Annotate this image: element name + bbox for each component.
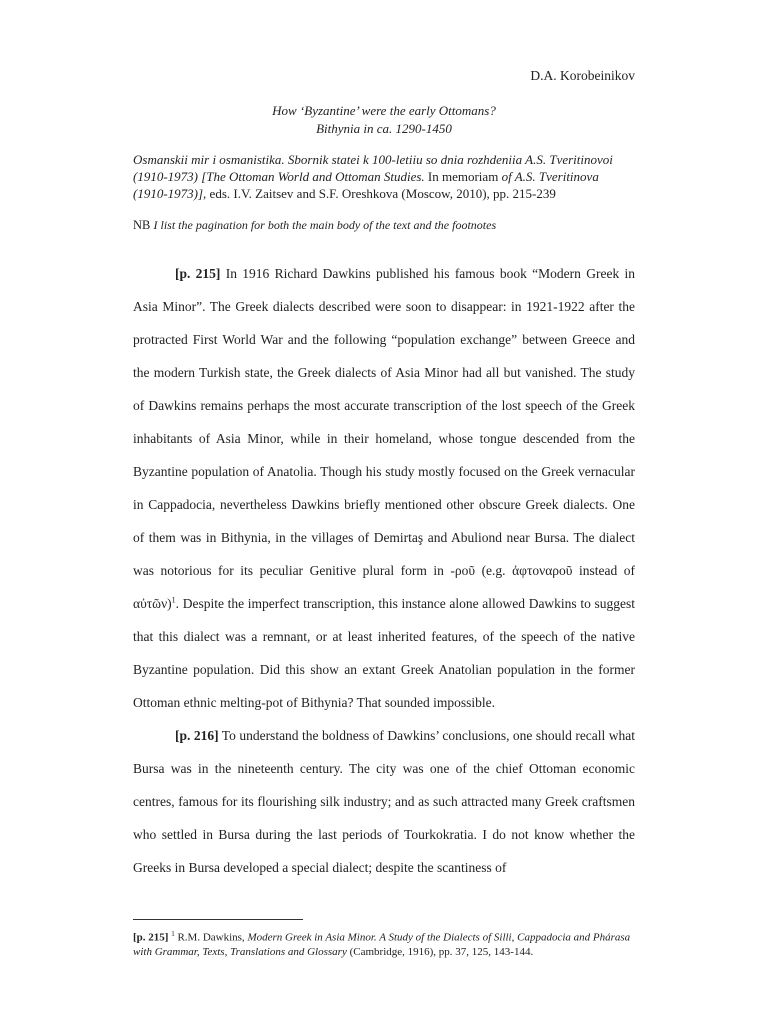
main-text: [133, 257, 635, 884]
nb-label: NB: [133, 218, 154, 232]
title-line-2: Bithynia in ca. 1290-1450: [316, 121, 452, 136]
footnote-publication: (Cambridge, 1916), pp. 37, 125, 143-144.: [346, 945, 534, 958]
citation-series-title: Osmanskii mir i osmanistika. Sbornik statei k 100-letiiu so dnia rozhdeniia A.S. Tveritinovoi (1910-1973) [The Ottoman World and Ottoman Studies.: [133, 152, 613, 184]
paragraph-2-text: To understand the boldness of Dawkins’ conclusions, one should recall what Bursa was in the nineteenth century. The city was one of the chief Ottoman economic centres, famous for its flourishing silk industry; and as such attracted many Greek craftsmen who settled in Bursa during the last periods of Tourkokratia. I do not know whether the Greeks in Bursa developed a special dialect; despite the scantiness of: [133, 728, 635, 875]
author-name: D.A. Korobeinikov: [530, 68, 635, 83]
citation-dedication: of A.S. Tveritinova (1910-1973)]: [133, 169, 599, 201]
footnote-number: 1: [171, 930, 175, 938]
citation: [133, 151, 633, 202]
paper-title: [0, 102, 768, 138]
citation-publication-info: , eds. I.V. Zaitsev and S.F. Oreshkova (Moscow, 2010), pp. 215-239: [203, 186, 556, 201]
paragraph-1: [133, 257, 635, 719]
paragraph-1-text-a: In 1916 Richard Dawkins published his famous book “Modern Greek in Asia Minor”. The Greek dialects described were soon to disappear: in 1921-1922 after the protracted First World War and the following “population exchange” between Greece and the modern Turkish state, the Greek dialects of Asia Minor had all but vanished. The study of Dawkins remains perhaps the most accurate transcription of the lost speech of the Greek inhabitants of Asia Minor, while in their homeland, whose tongue descended from the Byzantine population of Anatolia. Though his study mostly focused on the Greek vernacular in Cappadocia, nevertheless Dawkins briefly mentioned other obscure Greek dialects. One of them was in Bithynia, in the villages of Demirtaş and Abuliond near Bursa. The dialect was notorious for its peculiar Genitive plural form in -ρoῦ (e.g. ἀφτοναροῦ instead of αὐτῶν): [133, 266, 635, 611]
nb-text: I list the pagination for both the main body of the text and the footnotes: [153, 218, 497, 232]
footnote-book-title: Modern Greek in Asia Minor. A Study of the Dialects of Silli, Cappadocia and Phárasa with Grammar, Texts, Translations and Glossary: [133, 931, 631, 958]
pagination-note: [133, 218, 633, 233]
page-marker-216: [p. 216]: [175, 728, 219, 743]
paragraph-1-text-b: . Despite the imperfect transcription, this instance alone allowed Dawkins to suggest that this dialect was a remnant, or at least inherited features, of the speech of the native Byzantine population. Did this show an extant Greek Anatolian population in the former Ottoman ethnic melting-pot of Bithynia? That sounded impossible.: [133, 596, 635, 710]
footnote-divider: [133, 919, 303, 920]
page-marker-215: [p. 215]: [175, 266, 221, 281]
footnote-1: [133, 927, 633, 959]
paragraph-2: [133, 719, 635, 884]
footnote-ref-1: 1: [171, 595, 176, 605]
citation-in-memoriam: In memoriam: [424, 169, 502, 184]
footnote-author: R.M. Dawkins,: [174, 931, 248, 944]
footnote-page-marker: [p. 215]: [133, 931, 169, 944]
title-line-1: How ‘Byzantine’ were the early Ottomans?: [272, 103, 496, 118]
